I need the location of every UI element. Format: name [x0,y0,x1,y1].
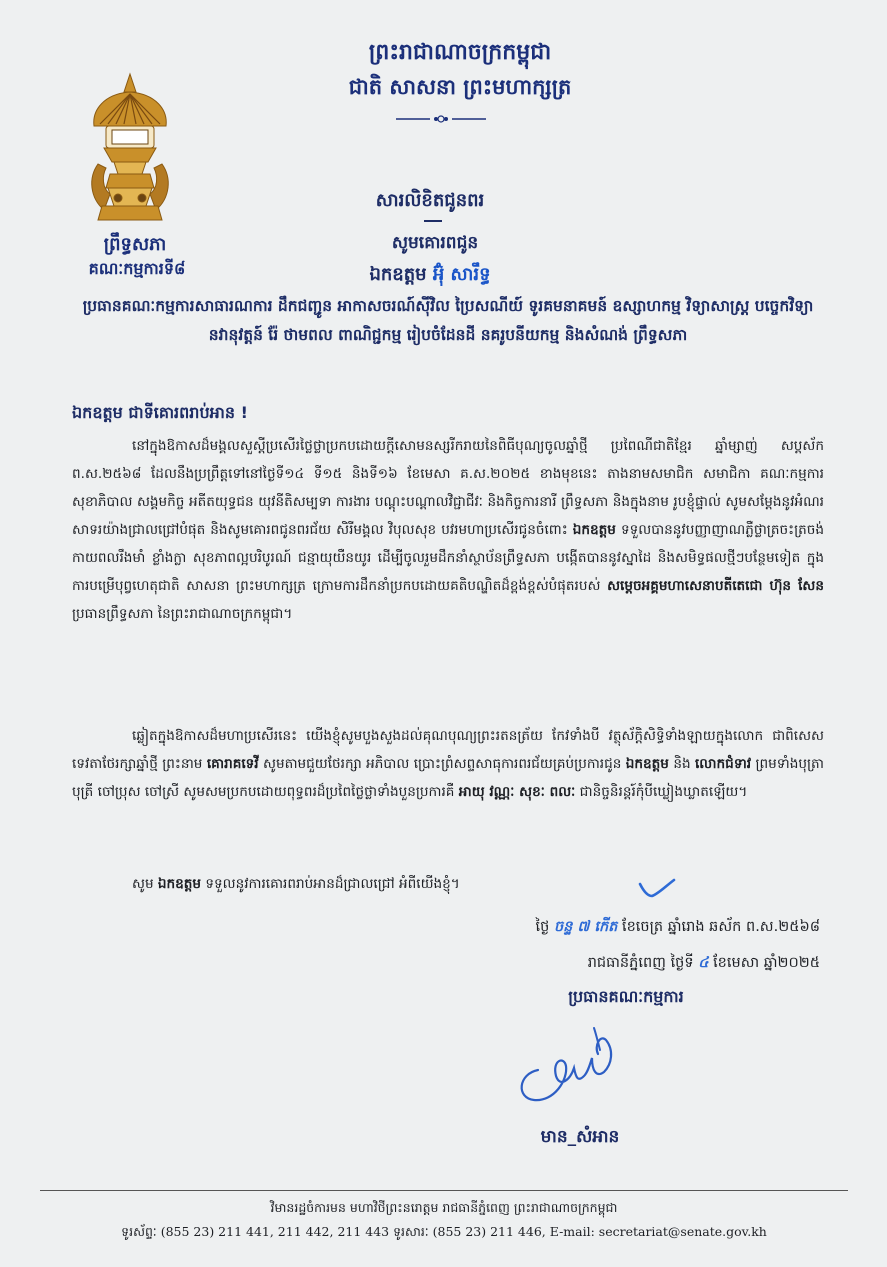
salutation: ឯកឧត្តម ជាទីគោរពរាប់អាន ! [72,403,248,422]
p1-honorific: ឯកឧត្តម [572,522,616,538]
p1-text-e: ប្រធានព្រឹទ្ធសភា នៃព្រះរាជាណាចក្រកម្ពុជា។ [72,606,293,622]
signer-title: ប្រធានគណៈកម្មការ [568,987,684,1006]
kingdom-heading: ព្រះរាជាណាចក្រកម្ពុជា [368,40,552,65]
title-divider [424,220,442,222]
recipient-name: អ៊ុំ សារឹទ្ធ [432,264,491,285]
respect-line: សូមគោរពជូន [391,233,479,253]
recipient-role: ប្រធានគណៈកម្មការសាធារណការ ដឹកជញ្ជូន អាកាសចរណ៍ស៊ីវិល ប្រៃសណីយ៍ ទូរគមនាគមន៍ ឧស្សាហកម្ម វិទ្យាសាស្ត្រ បច្ចេកវិទ្យា នវានុវត្តន៍ រ៉ែ ថាមពល ពាណិជ្ជកម្ម រៀបចំដែនដី នគរូបនីយកម្ម និងសំណង់ ព្រឹទ្ធសភា [82,297,814,344]
ornament-divider [396,114,486,124]
p3-honorific: ឯកឧត្តម [157,876,202,892]
p3-text-c: ទទួលនូវការគោរពរាប់អានដ៏ជ្រាលជ្រៅ អំពីយើងខ្ញុំ។ [205,876,460,892]
p1-leader-name: សម្តេចអគ្គមហាសេនាបតីតេជោ ហ៊ុន សែន [607,578,825,594]
p1-text-c: ទទួលបាននូវបញ្ញាញាណភ្លឺថ្លាត្រចះត្រចង់ កាយពលរឹងមាំ ខ្លាំងក្លា សុខភាពល្អបរិបូរណ៍ ជន្មាយុយឺនយូរ ដើម្បីចូលរួមដឹកនាំស្ថាប័នព្រឹទ្ធសភា បង្កើតបាននូវស្នាដៃ និងសមិទ្ធផលថ្មីៗបន្ថែមទៀត ក្នុងការបម្រើបុព្វហេតុជាតិ សាសនា ព្រះមហាក្សត្រ ក្រោមការដឹកនាំប្រកបដោយគតិបណ្ឌិតដ៏ខ្ពង់ខ្ពស់បំផុតរបស់ [72,522,825,594]
senate-emblem-icon [84,70,176,230]
signature-icon [508,1020,628,1110]
paragraph-2 [72,722,824,806]
lunar-date-prefix: ថ្ងៃ [535,919,550,935]
p2-text-i: ជានិច្ចនិរន្តរ៍កុំបីឃ្លៀងឃ្លាតឡើយ។ [579,784,748,800]
p3-text-a: សូម [132,876,154,892]
lunar-date [360,912,820,942]
footer-address: វិមានរដ្ឋចំការមន មហាវិថីព្រះនរោត្តម រាជធានីភ្នំពេញ ព្រះរាជាណាចក្រកម្ពុជា [270,1200,618,1215]
footer-divider [40,1190,848,1191]
paragraph-3 [72,870,824,898]
signer-name: មាន_សំអាន [540,1127,620,1147]
solar-date-prefix: រាជធានីភ្នំពេញ ថ្ងៃទី [587,955,694,971]
handwritten-tick-icon [636,876,678,900]
p1-text-a: នៅក្នុងឱកាសដ៏មង្គលសួស្តីប្រសើរថ្លៃថ្លាប្រកបដោយក្តីសោមនស្សរីករាយនៃពិធីបុណ្យចូលឆ្នាំថ្មី ប្រពៃណីជាតិខ្មែរ ឆ្នាំម្សាញ់ សប្តស័ក ព.ស.២៥៦៨ ដែលនឹងប្រព្រឹត្តទៅនៅថ្ងៃទី១៤ ទី១៥ និងទី១៦ ខែមេសា គ.ស.២០២៥ ខាងមុខនេះ តាងនាមសមាជិក សមាជិកា គណៈកម្មការសុខាភិបាល សង្គមកិច្ច អតីតយុទ្ធជន យុវនីតិសម្បទា ការងារ បណ្តុះបណ្តាលវិជ្ជាជីវៈ និងកិច្ចការនារី ព្រឹទ្ធសភា និងក្នុងនាម រូបខ្ញុំផ្ទាល់ សូមសម្តែងនូវអំណរសាទរយ៉ាងជ្រាលជ្រៅបំផុត និងសូមគោរពជូនពរជ័យ សិរីមង្គល វិបុលសុខ បវរមហាប្រសើរជូនចំពោះ [72,438,824,538]
recipient-line [300,262,560,289]
p2-text-a: ឆ្លៀតក្នុងឱកាសដ៏មហាប្រសើរនេះ យើងខ្ញុំសូមបួងសួងដល់គុណបុណ្យព្រះរតនត្រ័យ កែវទាំងបី វត្ថុស័ក្តិសិទ្ធិទាំងឡាយក្នុងលោក ជាពិសេសទេវតាថែរក្សាឆ្នាំថ្មី ព្រះនាម [72,728,824,772]
senate-name: ព្រឹទ្ធសភា [103,234,167,255]
paragraph-1 [72,432,824,628]
lunar-date-handwritten: ចន្ទ ៧ កើត [553,919,618,935]
solar-date [360,948,820,978]
letter-title: សារលិខិតជូនពរ [375,190,485,211]
p2-honorific: ឯកឧត្តម [625,756,669,772]
p2-blessings: អាយុ វណ្ណៈ សុខៈ ពលៈ [458,784,576,800]
p2-text-c: សូមតាមជួយថែរក្សា អភិបាល ប្រោះព្រំសព្ទសាធុការពរជ័យគ្រប់ប្រការជូន [263,756,622,772]
solar-date-rest: ខែមេសា ឆ្នាំ២០២៥ [713,955,820,971]
p2-spouse-title: លោកជំទាវ [694,756,752,772]
p2-text-g: ព្រមទាំងបុត្រា បុត្រី ចៅប្រុស ចៅស្រី សូមសមប្រកបដោយពុទ្ធពរដ៏ប្រពៃថ្លៃថ្លាទាំងបួនប្រការគឺ [72,756,824,800]
recipient-prefix: ឯកឧត្តម [369,264,427,285]
p2-deity-name: គោរាគទេវី [206,756,259,772]
commission-name: គណៈកម្មការទី៨ [88,259,186,278]
lunar-date-rest: ខែចេត្រ ឆ្នាំរោង ឆស័ក ព.ស.២៥៦៨ [622,919,820,935]
footer-contact: ទូរស័ព្ទៈ (855 23) 211 441, 211 442, 211 443 ទូរសារៈ (855 23) 211 446, E-mail: secretariat@senate.gov.kh [121,1224,767,1239]
solar-date-handwritten: ៤ [698,955,709,971]
p2-text-e: និង [673,756,691,772]
national-motto: ជាតិ សាសនា ព្រះមហាក្សត្រ [348,75,572,99]
